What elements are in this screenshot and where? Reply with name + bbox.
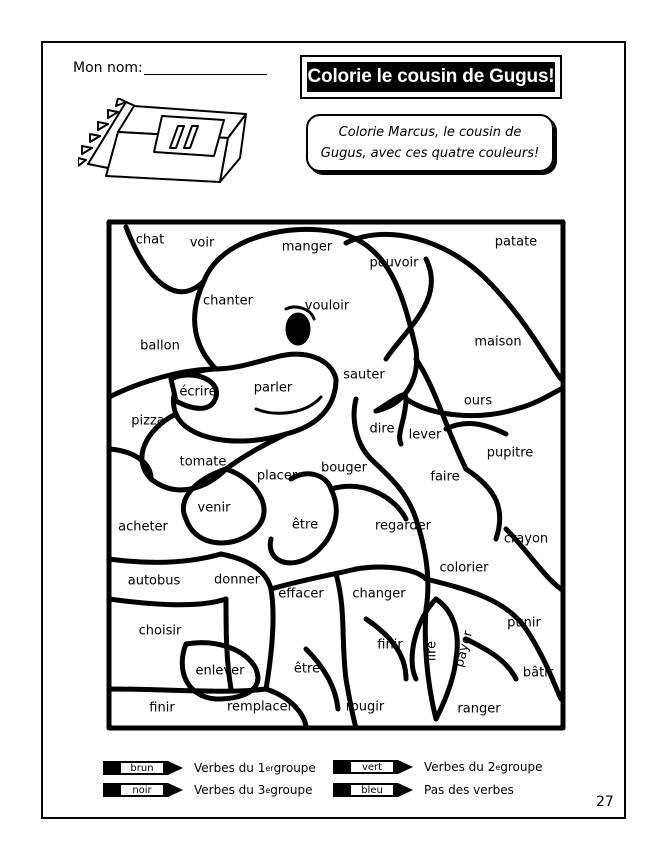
- region-word: patate: [494, 234, 538, 250]
- legend-text-post: groupe: [500, 760, 543, 774]
- crayon-icon: [102, 760, 184, 776]
- title-banner: [300, 55, 562, 99]
- region-word: chat: [135, 232, 165, 248]
- region-word: maison: [474, 334, 522, 350]
- region-word: être: [291, 517, 319, 533]
- region-word: ballon: [140, 338, 180, 354]
- region-word: punir: [507, 615, 541, 631]
- crayon-label: vert: [350, 761, 394, 773]
- name-label: Mon nom:: [73, 60, 143, 76]
- region-word: ranger: [457, 701, 501, 717]
- region-word: lire: [424, 640, 440, 662]
- legend-text-post: groupe: [273, 761, 316, 775]
- region-word: effacer: [278, 586, 324, 602]
- region-word: choisir: [138, 623, 182, 639]
- region-word: colorier: [439, 560, 489, 576]
- crayon-icon: [332, 782, 414, 798]
- region-word: être: [293, 661, 321, 677]
- crayon-label: bleu: [350, 784, 394, 796]
- legend-item: [102, 760, 316, 776]
- region-word: rougir: [345, 699, 385, 715]
- region-word: écrire: [179, 384, 217, 400]
- color-by-word-picture: [106, 219, 566, 731]
- region-word: regarder: [375, 518, 431, 534]
- page-title: Colorie le cousin de Gugus!: [307, 62, 555, 92]
- instruction-bubble: Colorie Marcus, le cousin de Gugus, avec ces quatre couleurs!: [306, 114, 554, 172]
- region-word: dire: [369, 421, 395, 437]
- crayon-label: noir: [120, 784, 164, 796]
- region-word: tomate: [179, 454, 227, 470]
- crayon-box-icon: [78, 98, 250, 188]
- region-word: payer: [451, 629, 477, 669]
- region-word: faire: [430, 469, 460, 485]
- region-word: pupitre: [486, 445, 534, 461]
- region-word: manger: [281, 239, 333, 255]
- crayon-label: brun: [120, 762, 164, 774]
- legend-item: [332, 782, 514, 798]
- legend-text-pre: Pas des verbes: [424, 783, 514, 797]
- region-word: lever: [408, 427, 442, 443]
- legend-text-sup: e: [265, 785, 271, 795]
- crayon-icon: [102, 782, 184, 798]
- region-word: placer: [256, 468, 298, 484]
- region-word: acheter: [118, 519, 168, 535]
- region-word: vouloir: [304, 298, 350, 314]
- region-word: finir: [377, 637, 403, 653]
- legend-text-sup: er: [265, 763, 274, 773]
- page-number: 27: [596, 794, 614, 810]
- region-word: pouvoir: [369, 255, 419, 271]
- legend-item: [102, 782, 313, 798]
- region-word: ours: [463, 393, 493, 409]
- region-word: autobus: [127, 573, 181, 589]
- name-input-line[interactable]: [144, 74, 267, 75]
- region-word: voir: [189, 235, 215, 251]
- legend-text-pre: Verbes du 3: [194, 783, 266, 797]
- region-word: bouger: [320, 460, 368, 476]
- region-word: enlever: [195, 663, 245, 679]
- region-word: bâtir: [522, 665, 554, 681]
- crayon-icon: [332, 759, 414, 775]
- region-word: chanter: [202, 293, 254, 309]
- region-word: finir: [149, 700, 175, 716]
- region-word: parler: [253, 380, 293, 396]
- legend-text-pre: Verbes du 2: [424, 760, 496, 774]
- region-word: sauter: [343, 367, 385, 383]
- region-word: venir: [197, 500, 231, 516]
- region-word: changer: [352, 586, 406, 602]
- region-word: donner: [213, 572, 261, 588]
- legend-text-pre: Verbes du 1: [194, 761, 266, 775]
- legend-text-sup: e: [495, 762, 501, 772]
- region-word: remplacer: [226, 699, 294, 715]
- region-word: crayon: [503, 531, 549, 547]
- region-word: pizza: [131, 413, 165, 429]
- legend-text-post: groupe: [270, 783, 313, 797]
- legend-item: [332, 759, 543, 775]
